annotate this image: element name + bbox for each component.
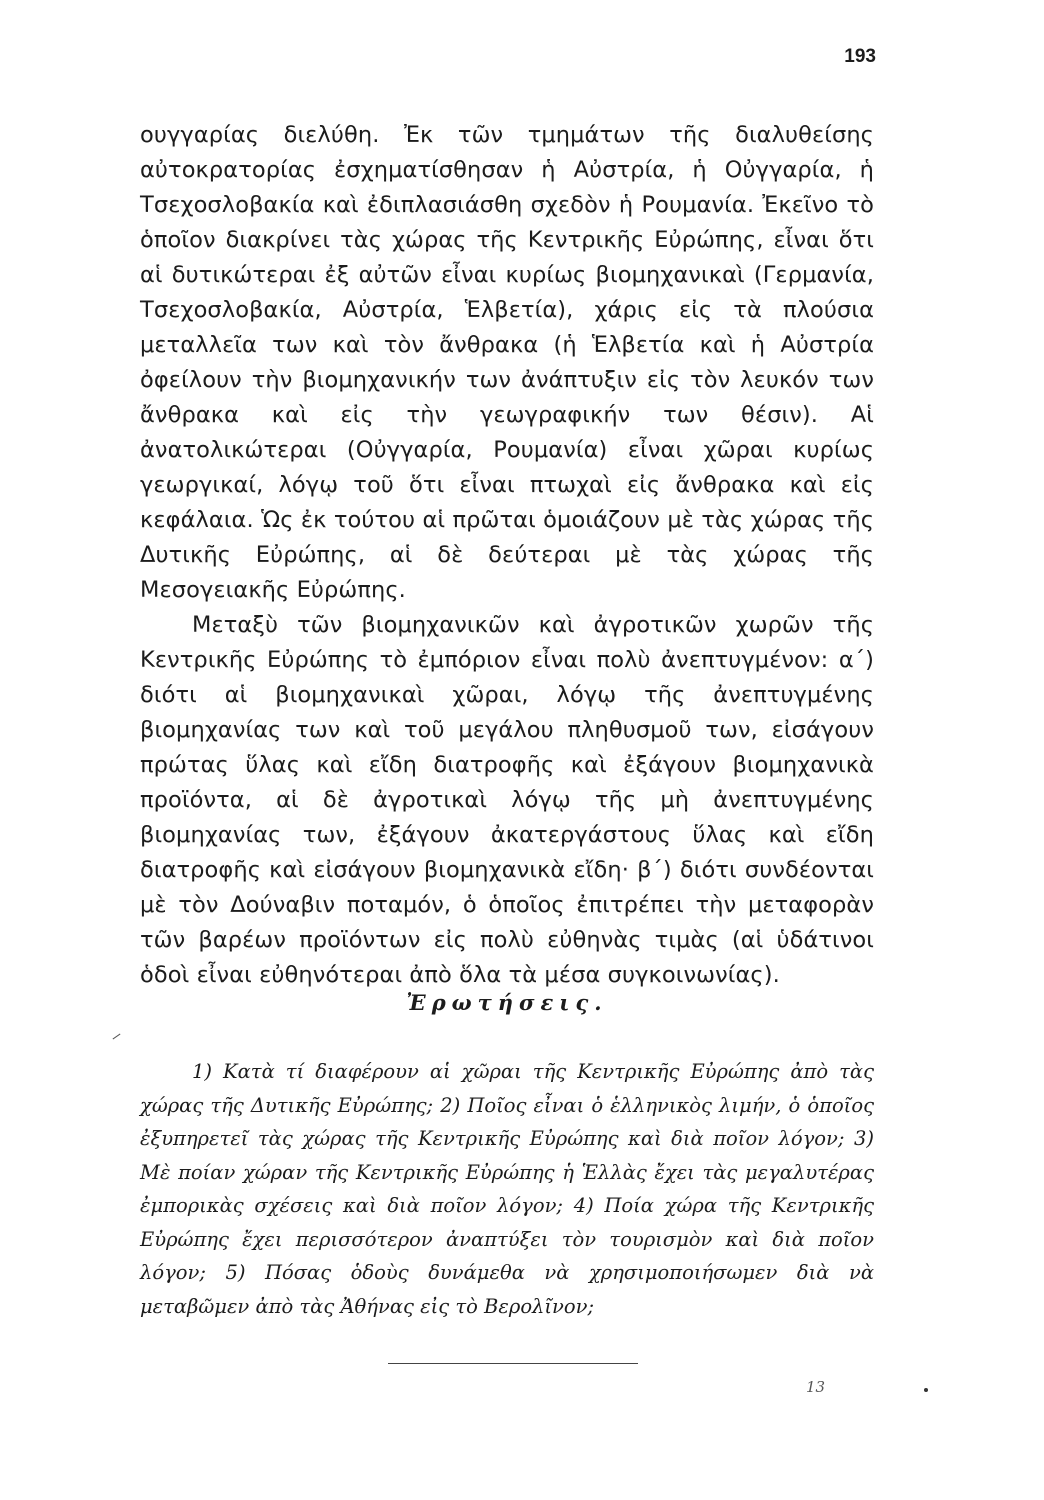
- page-number: 193: [844, 46, 876, 67]
- footer-divider: [388, 1363, 638, 1364]
- questions-text: 1) Κατὰ τί διαφέρουν αἱ χῶραι τῆς Κεντρικῆς Εὐρώπης ἀπὸ τὰς χώρας τῆς Δυτικῆς Εὐρώπης; 2) Ποῖος εἶναι ὁ ἑλληνικὸς λιμήν, ὁ ὁποῖος ἐξυπηρετεῖ τὰς χώρας τῆς Κεντρικῆς Εὐρώπης καὶ διὰ ποῖον λόγον; 3) Μὲ ποίαν χώραν τῆς Κεντρικῆς Εὐρώπης ἡ Ἑλλὰς ἔχει τὰς μεγαλυτέρας ἐμπορικὰς σχέσεις καὶ διὰ ποῖον λόγον; 4) Ποία χώρα τῆς Κεντρικῆς Εὐρώπης ἔχει περισσότερον ἀναπτύξει τὸν τουρισμὸν καὶ διὰ ποῖον λόγον; 5) Πόσας ὁδοὺς δυνάμεθα νὰ χρησιμοποιήσωμεν διὰ νὰ μεταβῶμεν ἀπὸ τὰς Ἀθήνας εἰς τὸ Βερολῖνον;: [140, 1060, 874, 1318]
- body-text: [140, 118, 874, 993]
- paragraph-trade: Μεταξὺ τῶν βιομηχανικῶν καὶ ἀγροτικῶν χωρῶν τῆς Κεντρικῆς Εὐρώπης τὸ ἐμπόριον εἶναι πολὺ ἀνεπτυγμένον: α΄) διότι αἱ βιομηχανικαὶ χῶραι, λόγῳ τῆς ἀνεπτυγμένης βιομηχανίας των καὶ τοῦ μεγάλου πληθυσμοῦ των, εἰσάγουν πρώτας ὕλας καὶ εἴδη διατροφῆς καὶ ἐξάγουν βιομηχανικὰ προϊόντα, αἱ δὲ ἀγροτικαὶ λόγῳ τῆς μὴ ἀνεπτυγμένης βιομηχανίας των, ἐξάγουν ἀκατεργάστους ὕλας καὶ εἴδη διατροφῆς καὶ εἰσάγουν βιομηχανικὰ εἴδη· β΄) διότι συνδέονται μὲ τὸν Δούναβιν ποταμόν, ὁ ὁποῖος ἐπιτρέπει τὴν μεταφορὰν τῶν βαρέων προϊόντων εἰς πολὺ εὐθηνὰς τιμὰς (αἱ ὑδάτινοι ὁδοὶ εἶναι εὐθηνότεραι ἀπὸ ὅλα τὰ μέσα συγκοινωνίας).: [140, 612, 874, 988]
- margin-mark: [113, 1034, 121, 1040]
- stray-mark: [924, 1388, 928, 1392]
- paragraph-central-europe-countries: ουγγαρίας διελύθη. Ἐκ τῶν τμημάτων τῆς διαλυθείσης αὐτοκρατορίας ἐσχηματίσθησαν ἡ Αὐστρία, ἡ Οὐγγαρία, ἡ Τσεχοσλοβακία καὶ ἐδιπλασιάσθη σχεδὸν ἡ Ρουμανία. Ἐκεῖνο τὸ ὁποῖον διακρίνει τὰς χώρας τῆς Κεντρικῆς Εὐρώπης, εἶναι ὅτι αἱ δυτικώτεραι ἐξ αὐτῶν εἶναι κυρίως βιομηχανικαὶ (Γερμανία, Τσεχοσλοβακία, Αὐστρία, Ἑλβετία), χάρις εἰς τὰ πλούσια μεταλλεῖα των καὶ τὸν ἄνθρακα (ἡ Ἑλβετία καὶ ἡ Αὐστρία ὀφείλουν τὴν βιομηχανικήν των ἀνάπτυξιν εἰς τὸν λευκόν των ἄνθρακα καὶ εἰς τὴν γεωγραφικήν των θέσιν). Αἱ ἀνατολικώτεραι (Οὐγγαρία, Ρουμανία) εἶναι χῶραι κυρίως γεωργικαί, λόγῳ τοῦ ὅτι εἶναι πτωχαὶ εἰς ἄνθρακα καὶ εἰς κεφάλαια. Ὡς ἐκ τούτου αἱ πρῶται ὁμοιάζουν μὲ τὰς χώρας τῆς Δυτικῆς Εὐρώπης, αἱ δὲ δεύτεραι μὲ τὰς χώρας τῆς Μεσογειακῆς Εὐρώπης.: [140, 122, 874, 603]
- printer-signature: 13: [806, 1378, 826, 1396]
- questions-heading: Ἐρωτήσεις.: [406, 990, 608, 1015]
